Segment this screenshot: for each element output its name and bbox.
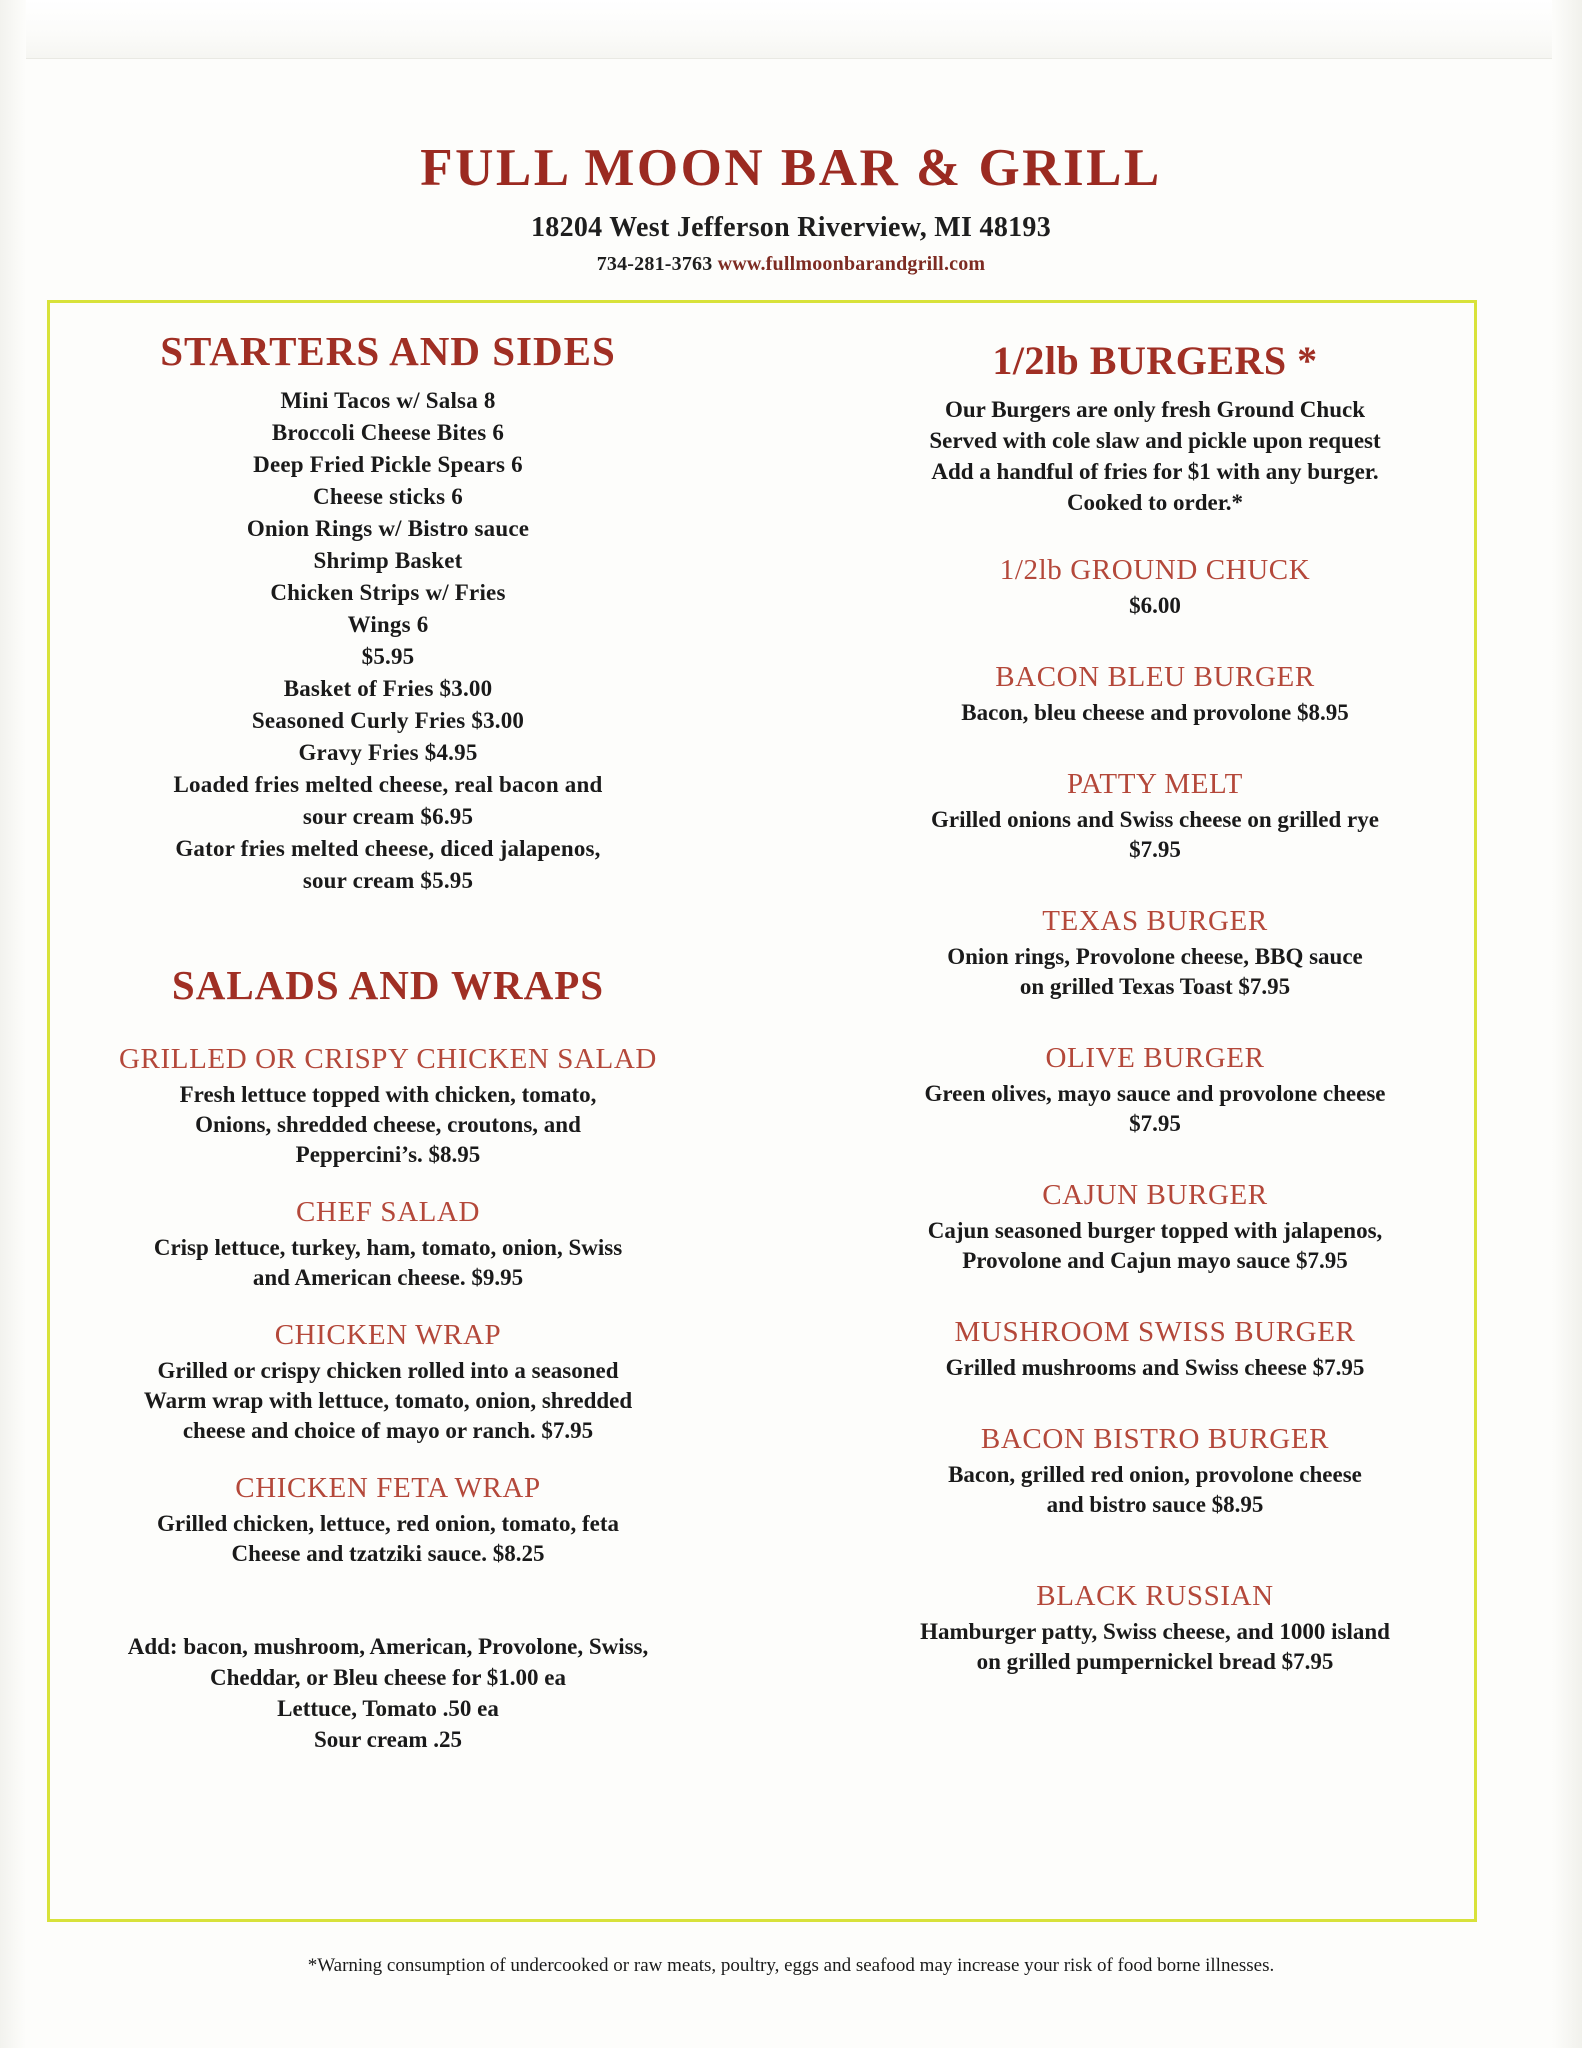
burger-item-desc: Onion rings, Provolone cheese, BBQ sauce <box>947 944 1363 969</box>
burger-item-desc: Grilled mushrooms and Swiss cheese $7.95 <box>945 1355 1365 1380</box>
burger-item-desc: Bacon, grilled red onion, provolone cheese <box>948 1462 1362 1487</box>
add-ons-block <box>68 1631 708 1755</box>
salad-item-desc: Peppercini’s. $8.95 <box>295 1142 481 1167</box>
footer-warning: *Warning consumption of undercooked or raw meats, poultry, eggs and seafood may increase your risk of food borne illnesses. <box>307 1955 1275 1976</box>
restaurant-contact <box>0 253 1582 276</box>
burger-item-desc: and bistro sauce $8.95 <box>1046 1492 1264 1517</box>
burger-item-desc: on grilled Texas Toast $7.95 <box>1019 974 1291 999</box>
salad-item-desc: Onions, shredded cheese, croutons, and <box>195 1112 581 1137</box>
scan-left-edge <box>0 0 26 2048</box>
starter-item: Gator fries melted cheese, diced jalapenos, <box>175 836 601 861</box>
burger-item-desc: Cajun seasoned burger topped with jalapenos, <box>927 1218 1383 1243</box>
phone-number: 734-281-3763 <box>596 253 713 275</box>
burger-item-name: BACON BISTRO BURGER <box>980 1423 1330 1455</box>
website-url: www.fullmoonbarandgrill.com <box>717 253 986 275</box>
burger-item-name: 1/2lb GROUND CHUCK <box>999 554 1311 586</box>
burger-item-desc: Green olives, mayo sauce and provolone cheese <box>924 1081 1386 1106</box>
add-on-line: Lettuce, Tomato .50 ea <box>277 1696 499 1721</box>
salad-item-name: CHEF SALAD <box>295 1196 481 1228</box>
burgers-intro-line: Our Burgers are only fresh Ground Chuck <box>944 397 1366 422</box>
restaurant-address: 18204 West Jefferson Riverview, MI 48193 <box>530 212 1052 243</box>
starter-item: Basket of Fries $3.00 <box>283 676 493 701</box>
starter-item: Loaded fries melted cheese, real bacon and <box>173 772 603 797</box>
starter-item: Seasoned Curly Fries $3.00 <box>251 708 525 733</box>
burger-item-desc: Grilled onions and Swiss cheese on grilled rye <box>931 807 1379 832</box>
salad-item-desc: Grilled or crispy chicken rolled into a seasoned <box>157 1358 619 1383</box>
left-column <box>68 327 708 1755</box>
menu-frame <box>47 300 1477 1922</box>
burger-item-desc: $6.00 <box>1129 593 1181 618</box>
section-title-starters: STARTERS AND SIDES <box>160 328 616 374</box>
burger-item-name: CAJUN BURGER <box>1042 1179 1268 1211</box>
scan-right-edge <box>1552 0 1582 2048</box>
starter-item: Onion Rings w/ Bistro sauce <box>246 516 530 541</box>
burger-item-desc: $7.95 <box>1129 837 1181 862</box>
burger-item-desc: Hamburger patty, Swiss cheese, and 1000 island <box>920 1619 1390 1644</box>
burgers-intro-line: Add a handful of fries for $1 with any burger. <box>931 459 1379 484</box>
section-title-salads: SALADS AND WRAPS <box>171 962 605 1008</box>
salad-item-name: CHICKEN FETA WRAP <box>235 1472 541 1504</box>
burger-item-name: BACON BLEU BURGER <box>995 661 1315 693</box>
burger-item-desc: Provolone and Cajun mayo sauce $7.95 <box>962 1248 1348 1273</box>
salad-item-desc: Crisp lettuce, turkey, ham, tomato, onion, Swiss <box>153 1235 623 1260</box>
salad-item-desc: Cheese and tzatziki sauce. $8.25 <box>231 1541 545 1566</box>
starter-item: sour cream $5.95 <box>302 868 474 893</box>
starter-item: Deep Fried Pickle Spears 6 <box>253 452 523 477</box>
section-gap <box>68 897 708 961</box>
section-title-burgers: 1/2lb BURGERS * <box>992 338 1318 383</box>
starter-item: Broccoli Cheese Bites 6 <box>271 420 505 445</box>
burger-item-name: MUSHROOM SWISS BURGER <box>954 1316 1356 1348</box>
restaurant-name: FULL MOON BAR & GRILL <box>420 139 1162 197</box>
add-on-line: Cheddar, or Bleu cheese for $1.00 ea <box>209 1665 567 1690</box>
salad-item-name: CHICKEN WRAP <box>274 1319 502 1351</box>
burger-item-desc: $7.95 <box>1129 1111 1181 1136</box>
starter-item: sour cream $6.95 <box>302 804 474 829</box>
burger-item-name: TEXAS BURGER <box>1042 905 1268 937</box>
burgers-intro <box>850 394 1460 518</box>
burger-item-name: PATTY MELT <box>1066 768 1243 800</box>
salad-item-desc: Warm wrap with lettuce, tomato, onion, shredded <box>143 1388 633 1413</box>
menu-header <box>0 138 1582 276</box>
starter-item: Cheese sticks 6 <box>313 484 463 509</box>
salad-item-desc: cheese and choice of mayo or ranch. $7.95 <box>182 1418 594 1443</box>
scan-top-edge <box>0 0 1582 59</box>
starter-item: Wings 6 <box>347 612 429 637</box>
starter-item: Shrimp Basket <box>313 548 463 573</box>
starter-item: Chicken Strips w/ Fries <box>270 580 506 605</box>
starter-item: $5.95 <box>361 644 415 669</box>
salad-gap <box>68 1019 708 1035</box>
burger-item-desc: Bacon, bleu cheese and provolone $8.95 <box>961 700 1349 725</box>
add-on-line: Add: bacon, mushroom, American, Provolone, Swiss, <box>127 1634 649 1659</box>
burger-item-name: BLACK RUSSIAN <box>1036 1580 1274 1612</box>
salad-item-name: GRILLED OR CRISPY CHICKEN SALAD <box>119 1043 657 1075</box>
burgers-intro-line: Cooked to order.* <box>1066 490 1244 515</box>
starter-item: Mini Tacos w/ Salsa 8 <box>280 388 496 413</box>
burger-item-desc: on grilled pumpernickel bread $7.95 <box>976 1649 1334 1674</box>
starter-item: Gravy Fries $4.95 <box>298 740 478 765</box>
right-column <box>850 337 1460 1677</box>
add-on-line: Sour cream .25 <box>314 1727 462 1752</box>
burger-item-name: OLIVE BURGER <box>1045 1042 1265 1074</box>
burgers-intro-line: Served with cole slaw and pickle upon request <box>929 428 1381 453</box>
salad-item-desc: and American cheese. $9.95 <box>252 1265 524 1290</box>
salad-item-desc: Fresh lettuce topped with chicken, tomato, <box>179 1082 597 1107</box>
salad-item-desc: Grilled chicken, lettuce, red onion, tomato, feta <box>156 1511 620 1536</box>
